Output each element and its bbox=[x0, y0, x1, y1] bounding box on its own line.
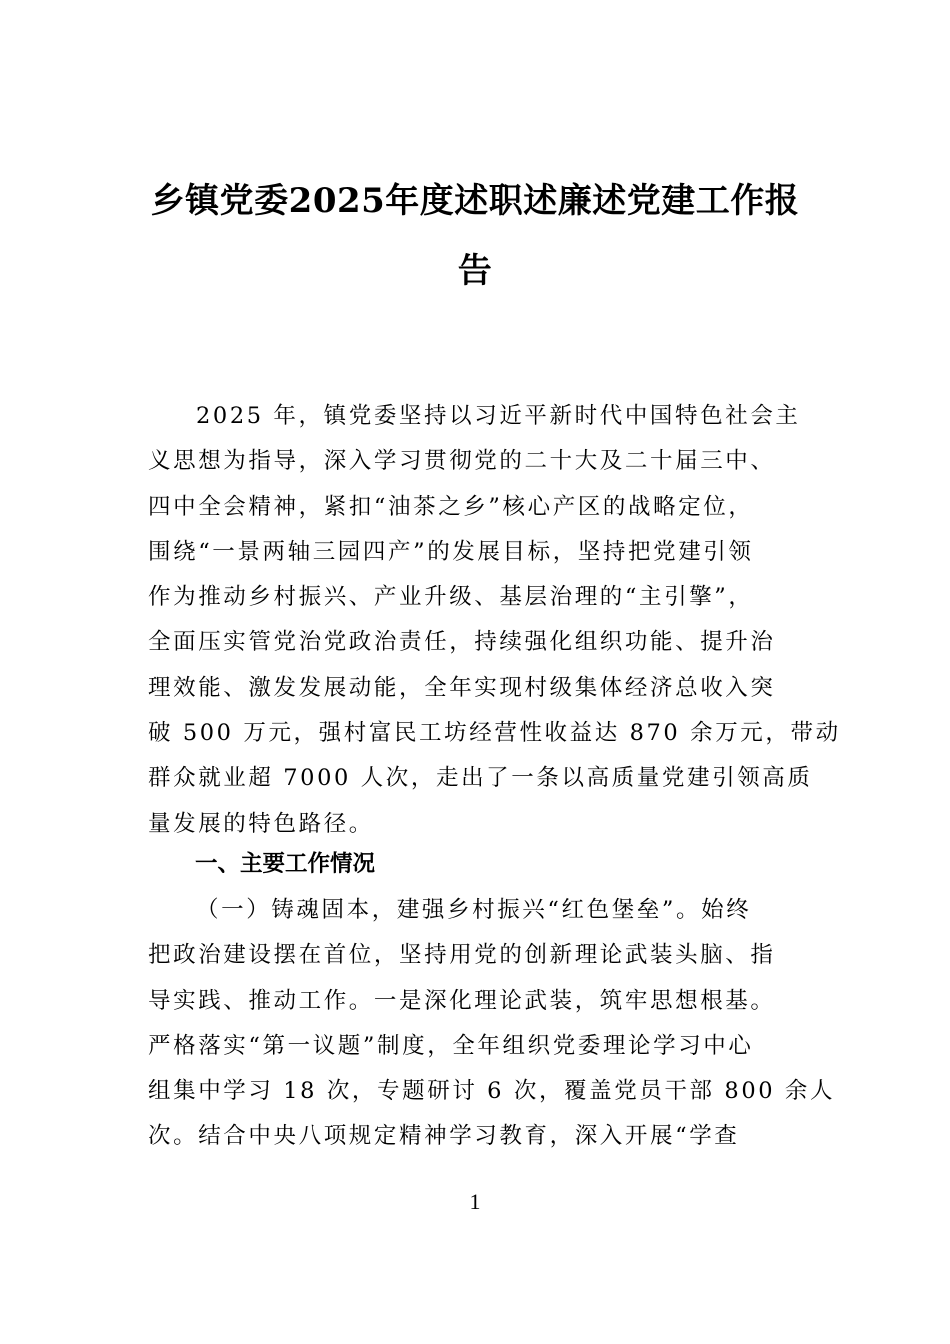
section-paragraph bbox=[148, 888, 836, 1160]
paragraph-line: 导实践、推动工作。一是深化理论武装，筑牢思想根基。 bbox=[148, 987, 776, 1014]
document-title bbox=[148, 166, 802, 306]
paragraph-line: 把政治建设摆在首位，坚持用党的创新理论武装头脑、指 bbox=[148, 942, 776, 969]
paragraph-line: 全面压实管党治党政治责任，持续强化组织功能、提升治 bbox=[148, 629, 776, 656]
page-number: 1 bbox=[469, 1189, 481, 1214]
intro-paragraph bbox=[148, 394, 841, 847]
paragraph-line: 组集中学习 18 次，专题研讨 6 次，覆盖党员干部 800 余人 bbox=[148, 1078, 836, 1105]
paragraph-line: 量发展的特色路径。 bbox=[148, 810, 374, 837]
paragraph-line: 严格落实“第一议题”制度，全年组织党委理论学习中心 bbox=[148, 1032, 754, 1059]
paragraph-line: 围绕“一景两轴三园四产”的发展目标，坚持把党建引领 bbox=[148, 538, 754, 565]
section-heading: 一、主要工作情况 bbox=[195, 851, 376, 877]
paragraph-line: 破 500 万元，强村富民工坊经营性收益达 870 余万元，带动 bbox=[148, 720, 841, 747]
paragraph-line: 义思想为指导，深入学习贯彻党的二十大及二十届三中、 bbox=[148, 448, 776, 475]
paragraph-line: 2025 年，镇党委坚持以习近平新时代中国特色社会主 bbox=[196, 403, 801, 429]
paragraph-line: 理效能、激发发展动能，全年实现村级集体经济总收入突 bbox=[148, 674, 776, 701]
paragraph-line: 作为推动乡村振兴、产业升级、基层治理的“主引擎”， bbox=[148, 584, 754, 611]
paragraph-line: （一）铸魂固本，建强乡村振兴“红色堡垒”。始终 bbox=[196, 897, 752, 923]
paragraph-line: 次。结合中央八项规定精神学习教育，深入开展“学查 bbox=[148, 1123, 740, 1150]
paragraph-line: 群众就业超 7000 人次，走出了一条以高质量党建引领高质 bbox=[148, 765, 813, 792]
title-line-2: 告 bbox=[457, 251, 493, 291]
paragraph-line: 四中全会精神，紧扣“油茶之乡”核心产区的战略定位， bbox=[148, 493, 754, 520]
title-line-1: 乡镇党委2025年度述职述廉述党建工作报 bbox=[150, 181, 800, 221]
